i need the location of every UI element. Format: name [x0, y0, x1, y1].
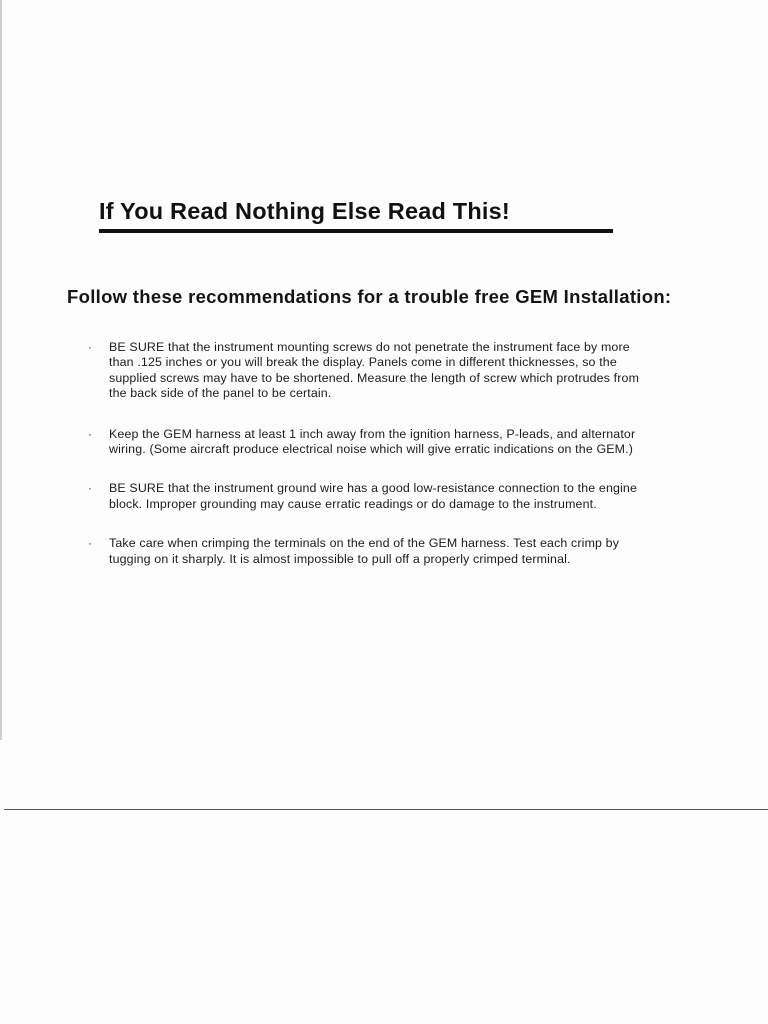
list-item	[88, 427, 658, 458]
bullet-marker: ·	[88, 536, 93, 551]
scan-left-edge	[0, 0, 2, 740]
bullet-marker: ·	[88, 481, 93, 496]
recommendations-list	[88, 340, 658, 567]
bullet-text: BE SURE that the instrument mounting screws do not penetrate the instrument face by more than .125 inches or you will break the display. Panels come in different thicknesses, so the supplied screws may have to be shortened. Measure the length of screw which protrudes from the back side of the panel to be certain.	[109, 340, 640, 401]
section-heading: Follow these recommendations for a trouble free GEM Installation:	[67, 286, 672, 307]
bullet-text: Take care when crimping the terminals on the end of the GEM harness. Test each crimp by tugging on it sharply. It is almost impossible to pull off a properly crimped terminal.	[109, 536, 620, 566]
bullet-marker: ·	[88, 340, 93, 354]
title-underline	[99, 229, 613, 233]
bullet-text: BE SURE that the instrument ground wire has a good low-resistance connection to the engine block. Improper grounding may cause erratic readings or do damage to the instrument.	[109, 481, 638, 511]
list-item	[88, 536, 658, 567]
list-item	[88, 340, 658, 402]
document-title: If You Read Nothing Else Read This!	[99, 198, 510, 224]
scan-bottom-line	[4, 809, 768, 810]
list-item	[88, 481, 658, 512]
bullet-text: Keep the GEM harness at least 1 inch away from the ignition harness, P-leads, and alternator wiring. (Some aircraft produce electrical noise which will give erratic indications on the GEM.)	[109, 426, 636, 457]
bullet-marker: ·	[88, 426, 93, 441]
